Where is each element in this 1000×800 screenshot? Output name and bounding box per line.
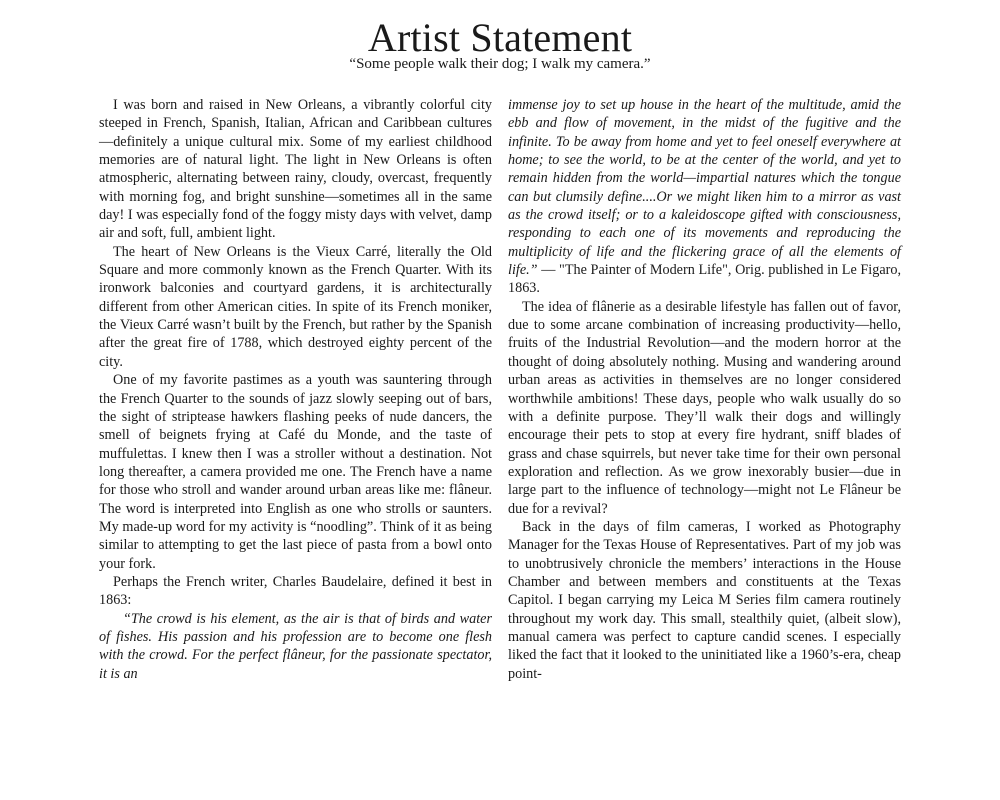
baudelaire-quote-start: “The crowd is his element, as the air is that of birds and water of fishes. His passion and his profession are to become one flesh with the crowd. For the perfect flâneur, for the passionate spectator, it is an — [99, 610, 492, 682]
quote-citation: — "The Painter of Modern Life", Orig. published in Le Figaro, 1863. — [508, 262, 901, 297]
page-title: Artist Statement — [367, 15, 633, 60]
left-column — [99, 96, 492, 682]
paragraph-vieux-carre: The heart of New Orleans is the Vieux Carré, literally the Old Square and more commonly known as the French Quarter. With its ironwork balconies and courtyard gardens, it is architecturally different from other American cities. In spite of its French moniker, the Vieux Carré wasn’t built by the French, but rather by the Spanish after the great fire of 1788, which destroyed eighty percent of the city. — [99, 243, 492, 370]
paragraph-film-cameras: Back in the days of film cameras, I worked as Photography Manager for the Texas House of Representatives. Part of my job was to unobtrusively chronicle the members’ interactions in the House Chamber and between members and constituents at the Texas Capitol. I began carrying my Leica M Series film camera routinely throughout my work day. This small, stealthily quiet, (albeit slow), manual camera was perfect to capture candid scenes. I especially liked the fact that it looked to the uninitiated like a 1960’s-era, cheap point- — [508, 518, 901, 682]
right-column — [508, 96, 901, 682]
paragraph-flanerie: The idea of flânerie as a desirable lifestyle has fallen out of favor, due to some arcane combination of increasing productivity—hello, fruits of the Industrial Revolution—and the modern horror at the thought of doing absolutely nothing. Musing and wandering around urban areas as activities in themselves are no longer considered worthwhile ambitions! These days, people who walk usually do so with a definite purpose. They’ll walk their dogs and willingly encourage their pets to stop at every fire hydrant, sniff blades of grass and chase squirrels, but never take time for their own personal exploration and reflection. As we grow inexorably busier—due in large part to the influence of technology—might not Le Flâneur be due for a revival? — [508, 298, 901, 517]
quote-text: immense joy to set up house in the heart of the multitude, amid the ebb and flow of movement, in the midst of the fugitive and the infinite. To be away from home and yet to feel oneself everywhere at home; to see the world, to be at the center of the world, and yet to remain hidden from the world—impartial natures which the tongue can but clumsily define....Or we might liken him to a mirror as vast as the crowd itself; or to a kaleidoscope gifted with consciousness, responding to each one of its movements and reproducing the multiplicity of life and the flickering grace of all the elements of life.” — [508, 97, 901, 279]
paragraph-baudelaire-intro: Perhaps the French writer, Charles Baudelaire, defined it best in 1863: — [99, 573, 492, 609]
baudelaire-quote-end — [508, 96, 901, 298]
paragraph-favorite-pastimes: One of my favorite pastimes as a youth was sauntering through the French Quarter to the sounds of jazz slowly seeping out of bars, the sight of striptease hawkers flashing peeks of nude dancers, the smell of beignets frying at Café du Monde, and the taste of muffulettas. I knew then I was a stroller without a destination. Not long thereafter, a camera provided me one. The French have a name for those who stroll and wander around urban areas like me: flâneur. The word is interpreted into English as one who strolls or saunters. My made-up word for my activity is “noodling”. Think of it as being similar to attempting to get the last piece of pasta from a bowl onto your fork. — [99, 372, 492, 572]
page-subtitle: “Some people walk their dog; I walk my camera.” — [349, 56, 651, 72]
paragraph-new-orleans-childhood: I was born and raised in New Orleans, a vibrantly colorful city steeped in French, Spanish, Italian, African and Caribbean cultures—definitely a unique cultural mix. Some of my earliest childhood memories are of natural light. The light in New Orleans is often atmospheric, alternating between rainy, cloudy, overcast, frequently with morning fog, and bright sunshine—sometimes all in the same day! I was especially fond of the foggy misty days with velvet, damp air and soft, full, ambient light. — [99, 97, 492, 242]
